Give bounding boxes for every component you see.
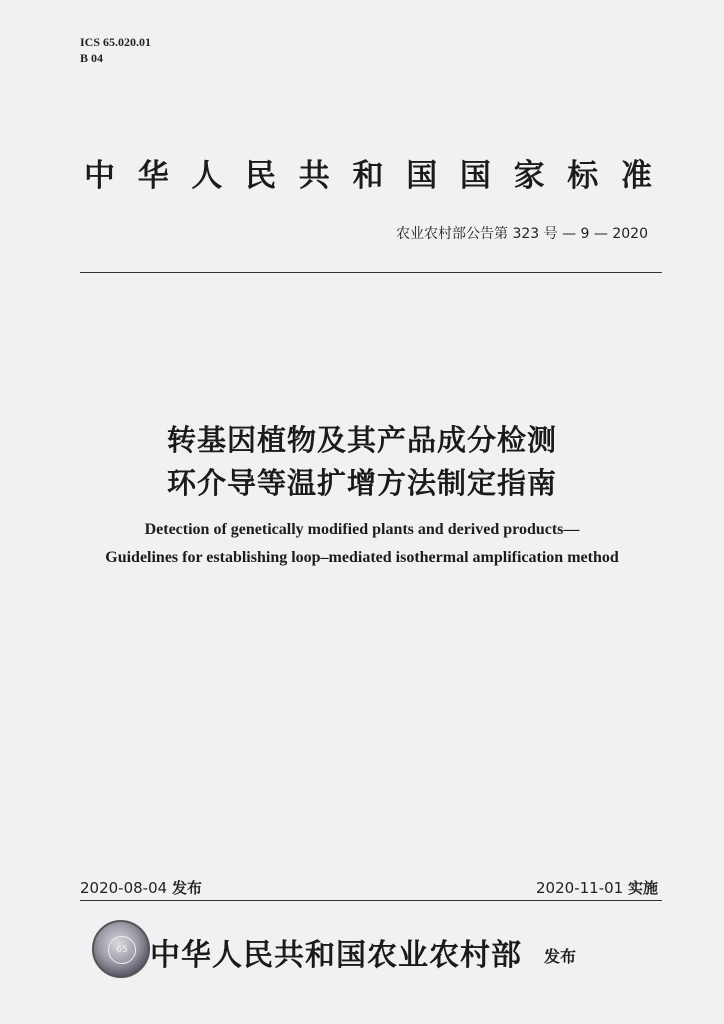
category-code: B 04 xyxy=(80,51,104,65)
implementation-date-block xyxy=(536,877,658,898)
issue-label: 发布 xyxy=(171,879,202,897)
chinese-title-line-2: 环介导等温扩增方法制定指南 xyxy=(166,466,557,500)
chinese-title-line-1: 转基因植物及其产品成分检测 xyxy=(166,423,557,457)
bottom-divider xyxy=(80,900,662,901)
issue-date: 2020-08-04 xyxy=(80,879,168,897)
classification-codes xyxy=(80,34,151,66)
ics-code: ICS 65.020.01 xyxy=(80,35,152,49)
english-title-line-1: Detection of genetically modified plants and derived products— xyxy=(144,521,580,538)
national-standard-title: 中华人民共和国国家标准 xyxy=(84,158,654,194)
implementation-date: 2020-11-01 xyxy=(536,879,624,897)
implementation-label: 实施 xyxy=(627,879,658,897)
ministry-seal-icon xyxy=(92,920,150,978)
issuing-authority: 中华人民共和国农业农村部 xyxy=(150,938,522,973)
publish-label: 发布 xyxy=(544,947,577,966)
seal-center: 65 xyxy=(108,936,136,964)
english-title-line-2: Guidelines for establishing loop–mediated isothermal amplification method xyxy=(105,549,619,566)
standard-number: 农业农村部公告第 323 号 — 9 — 2020 xyxy=(396,226,648,242)
top-divider xyxy=(80,272,662,273)
issue-date-block xyxy=(80,877,202,898)
